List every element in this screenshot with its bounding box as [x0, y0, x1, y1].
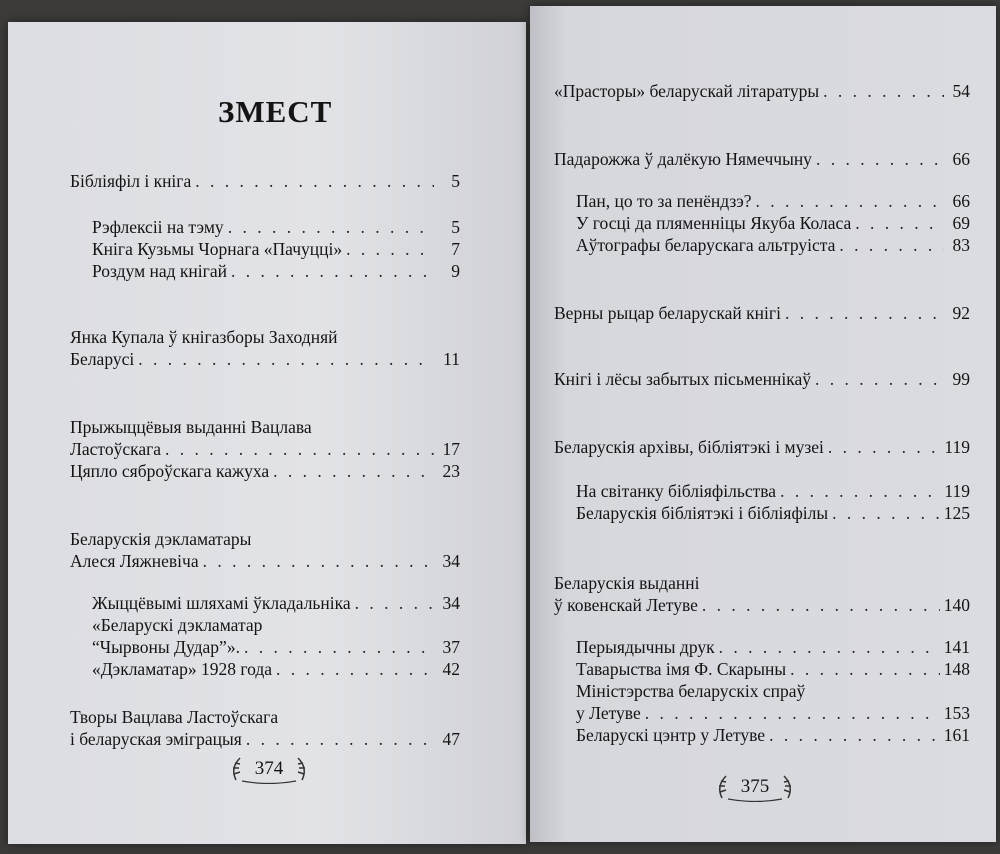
- entry-title: Беларускія бібліятэкі і бібліяфілы: [576, 503, 829, 523]
- toc-entry: [554, 148, 970, 170]
- entry-title: Ластоўскага: [70, 439, 162, 459]
- toc-entry: [70, 528, 460, 572]
- contents-title: ЗМЕСТ: [218, 94, 333, 129]
- toc-entry: [70, 326, 460, 370]
- toc-entry: [554, 302, 970, 324]
- entry-title: Беларускі цэнтр у Летуве: [576, 725, 766, 745]
- entry-title: Жыццёвымі шляхамі ўкладальніка: [92, 593, 351, 613]
- right-page: [530, 6, 996, 842]
- entry-page: 5: [451, 217, 460, 237]
- entry-page: 54: [952, 81, 970, 101]
- entry-title: Перыядычны друк: [576, 637, 715, 657]
- entry-title: Беларускія дэкламатары: [70, 529, 252, 549]
- entry-page: 11: [443, 349, 460, 369]
- entry-page: 34: [442, 551, 460, 571]
- entry-title: Роздум над кнігай: [92, 261, 227, 281]
- entry-page: 125: [943, 503, 970, 523]
- entry-page: 5: [451, 171, 460, 191]
- entry-title: «Прасторы» беларускай літаратуры: [554, 81, 820, 101]
- toc-entry: [554, 572, 970, 616]
- toc-entry: [70, 706, 460, 750]
- entry-title: «Дэкламатар» 1928 года: [92, 659, 273, 679]
- entry-page: 161: [943, 725, 970, 745]
- entry-title: Прыжыццёвыя выданні Вацлава: [70, 417, 312, 437]
- entry-page: 37: [442, 637, 460, 657]
- toc-entry: [92, 216, 460, 238]
- entry-title: Пан, цо то за пенёндзэ?: [576, 191, 752, 211]
- entry-title: Алеся Ляжневіча: [70, 551, 199, 571]
- entry-title: у Летуве: [576, 703, 641, 723]
- toc-entry: [554, 80, 970, 102]
- entry-title: Міністэрства беларускіх спраў: [576, 681, 806, 701]
- entry-title: Рэфлексіі на тэму: [92, 217, 224, 237]
- page-number: 375: [720, 776, 790, 798]
- toc-entry: [554, 368, 970, 390]
- toc-entry: [576, 480, 970, 524]
- entry-page: 47: [442, 729, 460, 749]
- entry-page: 17: [442, 439, 460, 459]
- entry-title: Бібліяфіл і кніга: [70, 171, 192, 191]
- entry-title: Беларускія выданні: [554, 573, 700, 593]
- entry-page: 99: [952, 369, 970, 389]
- toc-entry: [70, 416, 460, 482]
- toc-entry: [92, 592, 460, 680]
- entry-page: 140: [943, 595, 970, 615]
- toc-entry: [576, 636, 970, 746]
- entry-page: 83: [952, 235, 970, 255]
- entry-title: Кніга Кузьмы Чорнага «Пачуцці»: [92, 239, 343, 259]
- entry-title: Беларусі: [70, 349, 135, 369]
- entry-title: і беларуская эміграцыя: [70, 729, 242, 749]
- toc-entry: [92, 260, 460, 282]
- toc-entry: [92, 238, 460, 260]
- entry-title: Верны рыцар беларускай кнігі: [554, 303, 781, 323]
- entry-page: 66: [952, 149, 970, 169]
- entry-page: 153: [943, 703, 970, 723]
- entry-page: 9: [451, 261, 460, 281]
- entry-page: 92: [952, 303, 970, 323]
- entry-title: Беларускія архівы, бібліятэкі і музеі: [554, 437, 824, 457]
- entry-title: Падарожжа ў далёкую Нямеччыну: [554, 149, 812, 169]
- toc-entry: [576, 190, 970, 256]
- left-page: [8, 22, 526, 844]
- entry-page: 42: [442, 659, 460, 679]
- entry-title: Цяпло сяброўскага кажуха: [70, 461, 270, 481]
- entry-page: 119: [944, 437, 970, 457]
- entry-page: 141: [943, 637, 970, 657]
- entry-title: ў ковенскай Летуве: [554, 595, 698, 615]
- entry-title: “Чырвоны Дудар”».: [92, 637, 240, 657]
- toc-entry: [70, 170, 460, 192]
- entry-title: «Беларускі дэкламатар: [92, 615, 263, 635]
- entry-title: Кнігі і лёсы забытых пісьменнікаў: [554, 369, 811, 389]
- entry-title: У госці да пляменніцы Якуба Коласа: [576, 213, 852, 233]
- entry-page: 34: [442, 593, 460, 613]
- entry-page: 23: [442, 461, 460, 481]
- toc-entry: [554, 436, 970, 458]
- entry-page: 69: [952, 213, 970, 233]
- entry-page: 66: [952, 191, 970, 211]
- entry-title: Таварыства імя Ф. Скарыны: [576, 659, 787, 679]
- entry-title: Аўтографы беларускага альтруіста: [576, 235, 836, 255]
- page-number: 374: [234, 758, 304, 780]
- entry-page: 119: [944, 481, 970, 501]
- entry-title: На світанку бібліяфільства: [576, 481, 777, 501]
- entry-title: Янка Купала ў кнігазборы Заходняй: [70, 327, 338, 347]
- entry-title: Творы Вацлава Ластоўскага: [70, 707, 279, 727]
- entry-page: 7: [451, 239, 460, 259]
- entry-page: 148: [943, 659, 970, 679]
